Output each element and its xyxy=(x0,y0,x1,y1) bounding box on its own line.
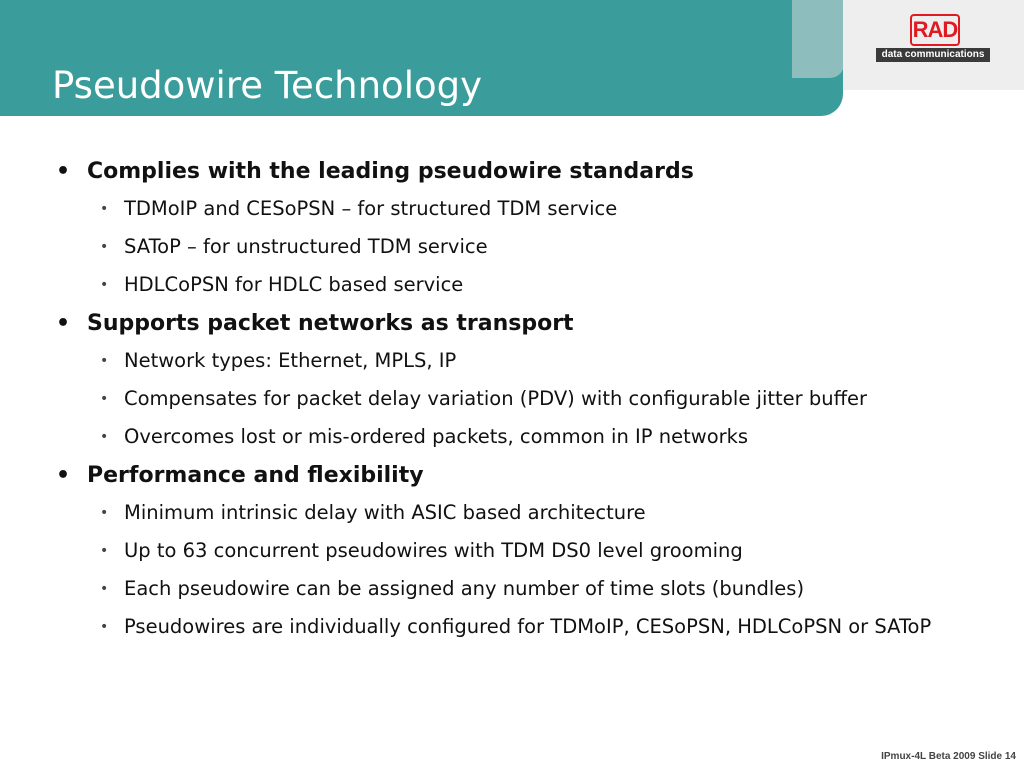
list-item-text: Up to 63 concurrent pseudowires with TDM DS0 level grooming xyxy=(124,539,743,562)
list-item-text: SAToP – for unstructured TDM service xyxy=(124,235,488,258)
page-title: Pseudowire Technology xyxy=(52,64,482,107)
section-heading: Performance and flexibility xyxy=(87,463,424,488)
bullet-icon: • xyxy=(56,463,71,488)
section-performance xyxy=(56,461,956,643)
bullet-icon: • xyxy=(100,239,109,255)
list-item-text: Compensates for packet delay variation (PDV) with configurable jitter buffer xyxy=(124,387,868,410)
bullet-icon: • xyxy=(100,505,109,521)
list-item xyxy=(87,269,956,301)
header-tab xyxy=(792,0,844,78)
section-heading: Supports packet networks as transport xyxy=(87,311,574,336)
list-item xyxy=(87,345,956,377)
bullet-icon: • xyxy=(100,581,109,597)
bullet-icon: • xyxy=(100,429,109,445)
list-item-text: Pseudowires are individually configured for TDMoIP, CESoPSN, HDLCoPSN or SAToP xyxy=(124,615,932,638)
list-item xyxy=(87,611,964,643)
bullet-icon: • xyxy=(100,353,109,369)
list-item-text: Minimum intrinsic delay with ASIC based architecture xyxy=(124,501,646,524)
bullet-icon: • xyxy=(100,277,109,293)
rad-logo-subtext: data communications xyxy=(876,48,990,62)
bullet-icon: • xyxy=(100,619,109,635)
slide-footer: IPmux-4L Beta 2009 Slide 14 xyxy=(881,751,1016,762)
list-item-text: Overcomes lost or mis-ordered packets, common in IP networks xyxy=(124,425,749,448)
list-item xyxy=(87,421,956,453)
list-item xyxy=(87,535,956,567)
bullet-icon: • xyxy=(56,311,71,336)
list-item-text: Each pseudowire can be assigned any number of time slots (bundles) xyxy=(124,577,805,600)
section-standards xyxy=(56,157,956,301)
sub-list xyxy=(87,193,956,301)
list-item xyxy=(87,193,956,225)
bullet-icon: • xyxy=(100,201,109,217)
section-transport xyxy=(56,309,956,453)
bullet-icon: • xyxy=(100,391,109,407)
list-item xyxy=(87,231,956,263)
list-item-text: HDLCoPSN for HDLC based service xyxy=(124,273,464,296)
list-item xyxy=(87,497,956,529)
bullet-list xyxy=(56,154,956,643)
section-heading: Complies with the leading pseudowire standards xyxy=(87,159,694,184)
list-item xyxy=(87,573,956,605)
sub-list xyxy=(87,497,956,643)
list-item-text: TDMoIP and CESoPSN – for structured TDM service xyxy=(124,197,618,220)
rad-logo: RAD xyxy=(910,14,960,46)
bullet-icon: • xyxy=(100,543,109,559)
bullet-icon: • xyxy=(56,159,71,184)
list-item xyxy=(87,383,964,415)
sub-list xyxy=(87,345,956,453)
list-item-text: Network types: Ethernet, MPLS, IP xyxy=(124,349,457,372)
